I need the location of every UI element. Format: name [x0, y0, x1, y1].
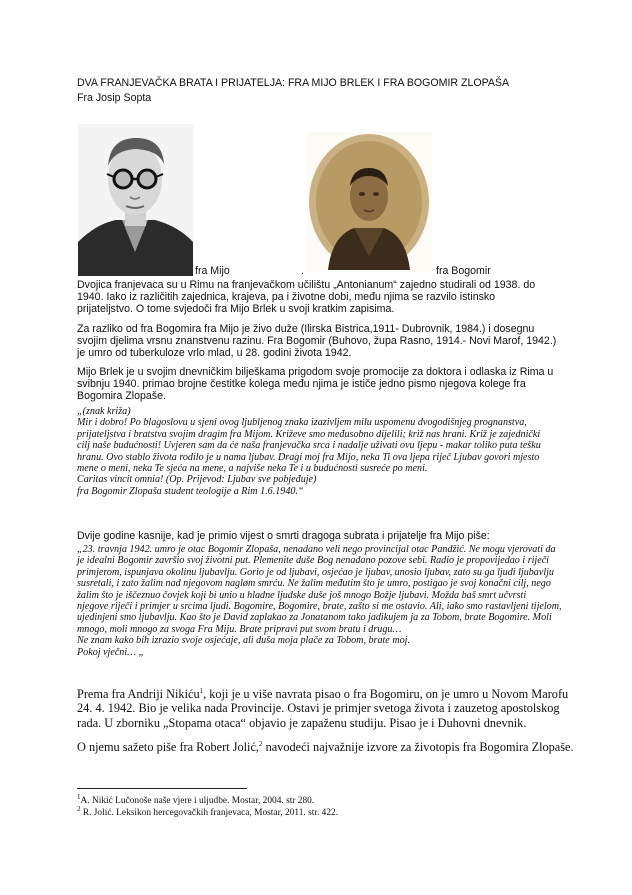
text-line: primjerom, ispunjava okolinu ljubavlju. Gorio je od ljubavi, osjećao je ljubav, unosio ljubav, zato su ga ljudi ljubavlju: [77, 566, 554, 578]
text-line: susretali, i zato žalim nad njegovom nagløm smrću. Ne žalim međutim što je umro, postigao je svoj konačni cilj, nego: [77, 578, 551, 590]
text-line: svibnju 1940. primao brojne čestitke kolega među njima je ističe jedno pismo njegova kolege fra: [77, 378, 526, 391]
fra-mijo-photo: [78, 124, 193, 276]
caption-dot: .: [301, 265, 304, 277]
text-line: je umro od tuberkuloze vrlo mlad, u 28. godini života 1942.: [77, 347, 352, 360]
letter-mijo: [77, 544, 562, 658]
footnote-ref-2[interactable]: 2: [259, 739, 263, 748]
footnote-2: $^2$ R. Jolić. Leksikon hercegovačkih franjevaca, Mostar, 2011. str. 422.: [77, 804, 339, 818]
text-line: 24. 4. 1942. Bio je velika nada Provincije. Ostavi je primjer svetoga života i zauzetog apostolskog: [77, 701, 560, 716]
fra-bogomir-photo: [306, 132, 432, 272]
text-line: žalim što je iščeznuo čovjek koji bi unio u hladne ljudske duše još mnogo Božje ljubavi. Možda baš smrt učvrsti: [77, 589, 527, 601]
text-line: Dvojica franjevaca su u Rimu na franjevačkom učilištu „Antonianum“ zajedno studirali od 1938. do: [77, 279, 536, 291]
text-line: Mijo Brlek je u svojim dnevničkim bilješkama prigodom svoje promocije za doktora i odlaska iz Rima u: [77, 366, 554, 378]
intro-paragraph: [77, 279, 535, 316]
text-line: Pokoj vječni… „: [77, 646, 145, 658]
nikic-paragraph: [77, 687, 568, 730]
text-line: hranu. Ovo stablo života rodilo je u nama ljubav. Dragi moj fra Mijo, neka Ti ova ljepa riječ Ljubav govori mjesto: [77, 451, 540, 463]
text-line: Caritas vincit omnia! (Op. Prijevod: Ljubav sve pobjeđuje): [77, 474, 317, 486]
transition-paragraph: Dvije godine kasnije, kad je primio vijest o smrti dragoga subrata i prijatelje fra Mijo piše:: [77, 530, 490, 542]
text-line: „23. travnja 1942. umro je otac Bogomir Zlopaša, nenadano veli nego provincijal otac Pandžić. Ne mogu vjerovati da: [77, 544, 556, 555]
text-line: rada. U zborniku „Stopama otaca“ objavio je zapaženu studiju. Pisao je i Duhovni dnevnik.: [77, 715, 527, 730]
diary-paragraph: [77, 366, 553, 403]
letter-bogomir: [77, 406, 541, 497]
text-line: Prema fra Andriji Nikiću$^1$, koji je u više navrata pisao o fra Bogomiru, on je umro u Novom Marofu: [77, 686, 569, 701]
text-line: 1940. Iako iz različitih zajednica, krajeva, pa i životne dobi, među njima se razvilo istinsko: [77, 291, 496, 304]
text-line: njegove riječi i primjer u srcima ljudi. Bogomire, Bogomire, brate, zašto si me ostavio. Ali, iako smo rastavljeni tijelom,: [77, 601, 562, 613]
biography-paragraph: [77, 323, 556, 360]
text-line: ujedinjeni smo ljubavlju. Kao što je David zaplakao za Jonatanom tako jadikujem ja za Tobom, brate Bogomire. Moli: [77, 612, 552, 624]
text-line: Bogomira Zlopaše.: [77, 390, 166, 403]
text-line: mnogo, moli mnogo za svoga Fra Miju. Brate pripravi put svom bratu i drugu…: [77, 623, 402, 635]
text-line: je idealni Bogomir završio svoj životni put. Plemenite duše Bog nenadano pozove sebi. Radio je propovijedao i riječi: [77, 555, 549, 567]
text-line: prijateljstvo. O tome svjedoči fra Mijo Brlek u svoji kratkim zapisima.: [77, 303, 395, 316]
text-line: „(znak križa): [77, 406, 131, 417]
caption-fra-bogomir: fra Bogomir: [436, 265, 491, 277]
text-line: fra Bogomir Zlopaša student teologije a Rim 1.6.1940.“: [77, 485, 304, 497]
text-line: Ne znam kako bih izrazio svoje osjećaje, ali duša moja plače za Tobom, brate moj.: [77, 635, 410, 647]
text-line: mene o meni, neka Te sjeća na mene, a najviše neka Te i u budućnosti susreće po meni.: [77, 463, 428, 475]
text-line: cilj naše budućnosti! Uvjeren sam da će naša franjevačka srca i nadalje uživati ovu ljepu - makar toliko puta tešku: [77, 440, 541, 452]
article-title: DVA FRANJEVAČKA BRATA I PRIJATELJA: FRA MIJO BRLEK I FRA BOGOMIR ZLOPAŠA: [77, 77, 510, 89]
footnote-ref-1[interactable]: 1: [199, 686, 204, 695]
article-author: Fra Josip Sopta: [77, 92, 152, 104]
footnote-1: $^1$A. Nikić Lučonoše naše vjere i uljudbe. Mostar, 2004. str 280.: [77, 792, 315, 806]
text-line: prijateljstva i bratstva svojim dragim fra Mijom. Križeve smo međusobno dijelili; križ nas hrani. Križ je zajednički: [77, 428, 541, 440]
caption-fra-mijo: fra Mijo: [195, 265, 230, 277]
footnote-divider: [77, 788, 247, 789]
text-line: Mir i dobro! Po blagoslovu u sjeni ovog ljubljenog znaka izazivljem milu uspomenu dvogodišnjeg prognanstva,: [77, 417, 527, 429]
text-line: svojim djelima vrsnu znanstvenu razinu. Fra Bogomir (Buhovo, župa Rasno, 1914.- Novi Marof, 1942.): [77, 335, 557, 348]
text-line: Za razliko od fra Bogomira fra Mijo je živo duže (Ilirska Bistrica,1911- Dubrovnik, 1984.) i dosegnu: [77, 323, 535, 335]
jolic-paragraph: O njemu sažeto piše fra Robert Jolić,$^2$ navodeći najvažnije izvore za životopis fra Bogomira Zlopaše.: [77, 739, 574, 754]
